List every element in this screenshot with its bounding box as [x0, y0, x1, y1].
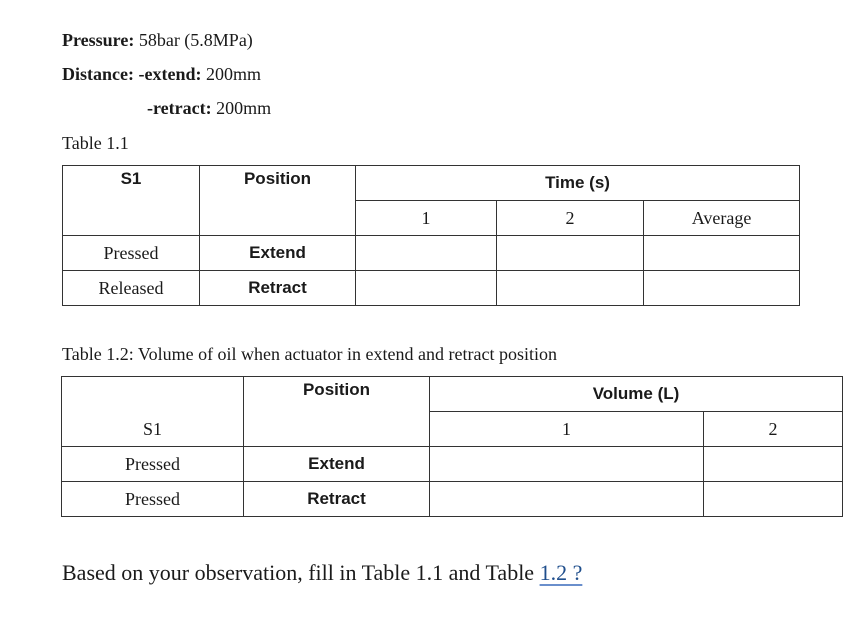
header-average: Average [644, 201, 800, 236]
table2-caption: Table 1.2: Volume of oil when actuator in extend and retract position [62, 344, 557, 364]
cell-s1: Released [63, 271, 200, 306]
table-1-1 [62, 165, 800, 306]
cell-time-average[interactable] [644, 271, 800, 306]
cell-volume-1[interactable] [430, 482, 704, 517]
header-trial-1: 1 [430, 412, 704, 447]
cell-time-1[interactable] [356, 236, 497, 271]
header-time: Time (s) [356, 166, 800, 201]
cell-position: Retract [200, 271, 356, 306]
pressure-label: Pressure: [62, 30, 135, 50]
table1-caption: Table 1.1 [62, 133, 129, 153]
cell-s1: Pressed [62, 482, 244, 517]
table-1-2 [61, 376, 843, 517]
retract-line [147, 98, 271, 119]
table-row [63, 271, 800, 306]
table-header-row [62, 377, 843, 412]
cell-volume-2[interactable] [704, 482, 843, 517]
pressure-line [62, 30, 253, 51]
cell-time-1[interactable] [356, 271, 497, 306]
cell-position: Retract [244, 482, 430, 517]
extend-label: -extend: [133, 64, 202, 84]
cell-time-average[interactable] [644, 236, 800, 271]
header-trial-1: 1 [356, 201, 497, 236]
cell-s1: Pressed [62, 447, 244, 482]
instruction-text [62, 560, 582, 586]
header-volume: Volume (L) [430, 377, 843, 412]
cell-volume-2[interactable] [704, 447, 843, 482]
cell-s1: Pressed [63, 236, 200, 271]
cell-volume-1[interactable] [430, 447, 704, 482]
distance-label: Distance: [62, 64, 134, 84]
header-s1: S1 [63, 166, 200, 236]
retract-label: -retract: [147, 98, 212, 118]
retract-value: 200mm [211, 98, 272, 118]
header-trial-2: 2 [497, 201, 644, 236]
header-position: Position [200, 166, 356, 236]
table-row [62, 482, 843, 517]
table-row [63, 236, 800, 271]
table-header-row [63, 166, 800, 201]
table-reference-link[interactable]: 1.2 ? [539, 560, 583, 585]
cell-position: Extend [244, 447, 430, 482]
header-trial-2: 2 [704, 412, 843, 447]
header-position: Position [244, 377, 430, 447]
extend-value: 200mm [201, 64, 261, 84]
table-row [62, 447, 843, 482]
distance-line [62, 64, 261, 85]
instruction-body: Based on your observation, fill in Table 1.1 and Table [62, 560, 540, 585]
cell-time-2[interactable] [497, 236, 644, 271]
cell-position: Extend [200, 236, 356, 271]
pressure-value: 58bar (5.8MPa) [134, 30, 253, 50]
header-s1: S1 [62, 377, 244, 447]
cell-time-2[interactable] [497, 271, 644, 306]
